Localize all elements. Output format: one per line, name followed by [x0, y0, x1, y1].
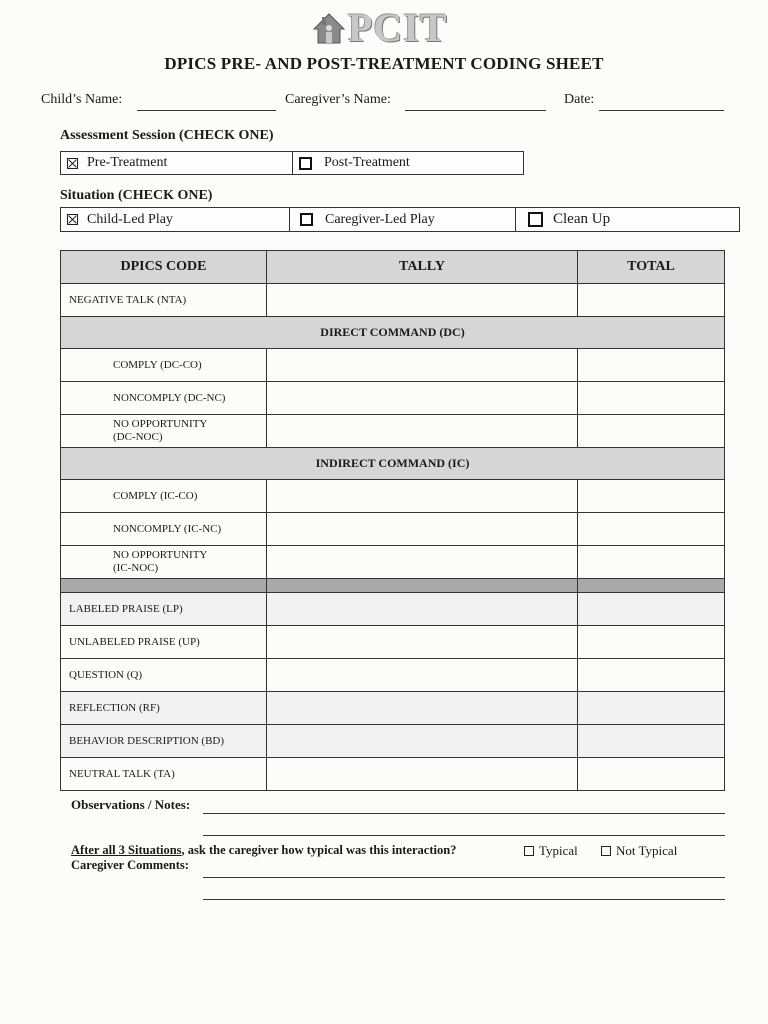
logo-text: PCIT: [348, 5, 448, 50]
table-row: [61, 659, 725, 692]
tally-cell[interactable]: [267, 546, 578, 579]
date-field[interactable]: [599, 110, 724, 111]
code-reflection: REFLECTION (RF): [61, 692, 267, 725]
comments-line-2[interactable]: [203, 899, 725, 900]
dpics-coding-table: [60, 250, 725, 791]
total-cell[interactable]: [578, 758, 725, 791]
pre-treatment-option[interactable]: [61, 152, 292, 174]
indirect-command-heading-row: [61, 448, 725, 480]
total-cell[interactable]: [578, 349, 725, 382]
situation-label: Situation (CHECK ONE): [60, 188, 213, 203]
tally-cell[interactable]: [267, 284, 578, 317]
code-ic-comply: COMPLY (IC-CO): [61, 480, 267, 513]
code-ic-no-opportunity: [61, 546, 267, 579]
page-title: DPICS PRE- AND POST-TREATMENT CODING SHEET: [164, 54, 604, 73]
total-cell[interactable]: [578, 284, 725, 317]
code-question: QUESTION (Q): [61, 659, 267, 692]
separator-cell: [267, 579, 578, 593]
tally-cell[interactable]: [267, 382, 578, 415]
typical-question: [71, 843, 456, 858]
post-treatment-label: Post-Treatment: [324, 155, 410, 170]
tally-cell[interactable]: [267, 480, 578, 513]
observations-label: Observations / Notes:: [71, 797, 191, 812]
checkbox-checked-icon[interactable]: [67, 158, 78, 169]
code-neutral-talk: NEUTRAL TALK (TA): [61, 758, 267, 791]
situation-row: [60, 207, 740, 232]
date-label: Date:: [564, 92, 595, 107]
code-dc-no-opportunity: [61, 415, 267, 448]
caregiver-comments-label: Caregiver Comments:: [71, 858, 189, 872]
caregiver-led-play-label: Caregiver-Led Play: [325, 211, 435, 227]
house-icon: [312, 11, 346, 45]
code-unlabeled-praise: UNLABELED PRAISE (UP): [61, 626, 267, 659]
child-name-label: Child’s Name:: [41, 92, 123, 107]
separator-cell: [578, 579, 725, 593]
total-cell[interactable]: [578, 546, 725, 579]
total-cell[interactable]: [578, 415, 725, 448]
indirect-command-heading: INDIRECT COMMAND (IC): [61, 448, 725, 480]
child-led-play-option[interactable]: [61, 208, 289, 231]
not-typical-label: Not Typical: [616, 843, 678, 858]
dpics-code-header: DPICS CODE: [61, 251, 267, 284]
total-cell[interactable]: [578, 480, 725, 513]
total-cell[interactable]: [578, 382, 725, 415]
tally-cell[interactable]: [267, 593, 578, 626]
tally-cell[interactable]: [267, 725, 578, 758]
checkbox-checked-icon[interactable]: [67, 214, 78, 225]
caregiver-name-label: Caregiver’s Name:: [285, 92, 391, 107]
table-row: [61, 513, 725, 546]
code-ic-noncomply: NONCOMPLY (IC-NC): [61, 513, 267, 546]
separator-row: [61, 579, 725, 593]
tally-cell[interactable]: [267, 626, 578, 659]
assessment-session-label: Assessment Session (CHECK ONE): [60, 128, 274, 143]
total-cell[interactable]: [578, 692, 725, 725]
table-row: [61, 480, 725, 513]
tally-cell[interactable]: [267, 659, 578, 692]
table-row: [61, 284, 725, 317]
code-ic-no-opportunity-line2: (IC-NOC): [113, 562, 159, 574]
checkbox-empty-icon[interactable]: [300, 213, 313, 226]
total-cell[interactable]: [578, 513, 725, 546]
code-dc-noncomply: NONCOMPLY (DC-NC): [61, 382, 267, 415]
direct-command-heading: DIRECT COMMAND (DC): [61, 317, 725, 349]
caregiver-name-field[interactable]: [405, 110, 546, 111]
observations-line-2[interactable]: [203, 835, 725, 836]
tally-cell[interactable]: [267, 513, 578, 546]
checkbox-empty-icon[interactable]: [299, 157, 312, 170]
total-cell[interactable]: [578, 593, 725, 626]
tally-cell[interactable]: [267, 415, 578, 448]
child-name-field[interactable]: [137, 110, 276, 111]
typical-option[interactable]: [524, 843, 578, 859]
total-header: TOTAL: [578, 251, 725, 284]
total-cell[interactable]: [578, 725, 725, 758]
total-cell[interactable]: [578, 659, 725, 692]
assessment-session-row: [60, 151, 524, 175]
table-row: [61, 349, 725, 382]
table-header-row: [61, 251, 725, 284]
table-row: [61, 415, 725, 448]
checkbox-empty-icon[interactable]: [528, 212, 543, 227]
code-negative-talk: NEGATIVE TALK (NTA): [61, 284, 267, 317]
tally-cell[interactable]: [267, 349, 578, 382]
code-dc-comply: COMPLY (DC-CO): [61, 349, 267, 382]
code-ic-no-opportunity-line1: NO OPPORTUNITY: [113, 549, 208, 561]
table-row: [61, 725, 725, 758]
tally-cell[interactable]: [267, 692, 578, 725]
direct-command-heading-row: [61, 317, 725, 349]
caregiver-led-play-option[interactable]: [289, 208, 515, 231]
checkbox-empty-icon[interactable]: [601, 846, 611, 856]
typical-label: Typical: [539, 843, 578, 858]
tally-header: TALLY: [267, 251, 578, 284]
typical-question-rest: , ask the caregiver how typical was this interaction?: [181, 843, 457, 857]
observations-line-1[interactable]: [203, 813, 725, 814]
typical-question-underlined: After all 3 Situations: [71, 843, 182, 857]
code-dc-no-opportunity-line2: (DC-NOC): [113, 431, 163, 443]
table-row: [61, 626, 725, 659]
total-cell[interactable]: [578, 626, 725, 659]
table-row: [61, 593, 725, 626]
code-behavior-description: BEHAVIOR DESCRIPTION (BD): [61, 725, 267, 758]
pre-treatment-label: Pre-Treatment: [87, 155, 168, 170]
post-treatment-option[interactable]: [292, 152, 523, 174]
checkbox-empty-icon[interactable]: [524, 846, 534, 856]
code-dc-no-opportunity-line1: NO OPPORTUNITY: [113, 418, 208, 430]
table-row: [61, 692, 725, 725]
separator-cell: [61, 579, 267, 593]
table-row: [61, 758, 725, 791]
comments-line-1[interactable]: [203, 877, 725, 878]
table-row: [61, 382, 725, 415]
clean-up-label: Clean Up: [553, 211, 611, 227]
pcit-logo: [312, 5, 467, 50]
code-labeled-praise: LABELED PRAISE (LP): [61, 593, 267, 626]
not-typical-option[interactable]: [601, 843, 677, 859]
tally-cell[interactable]: [267, 758, 578, 791]
table-row: [61, 546, 725, 579]
child-led-play-label: Child-Led Play: [87, 211, 173, 227]
clean-up-option[interactable]: [515, 208, 739, 231]
